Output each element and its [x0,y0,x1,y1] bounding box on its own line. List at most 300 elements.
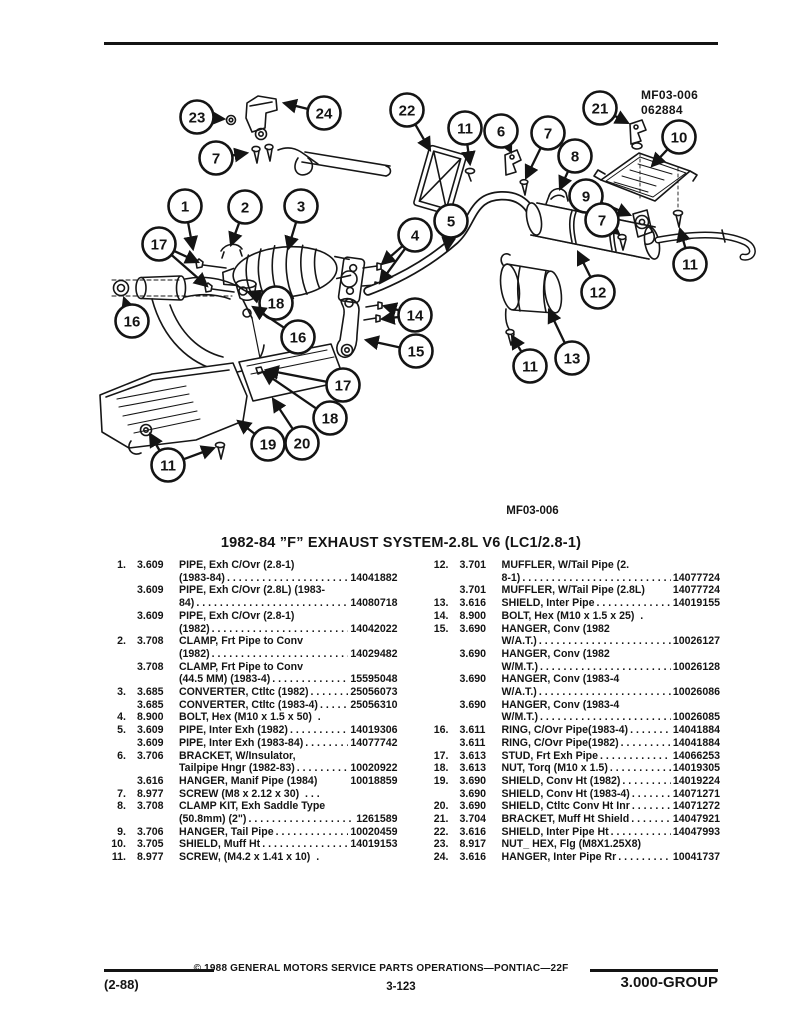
dot-leader [611,826,671,839]
part-name: RING, [501,736,531,749]
description-line: BRACKET, Muff Ht Shield . . . 14047921 [502,813,721,826]
parts-column-right [427,559,721,864]
callout-number: 15 [407,343,425,361]
callout-21 [584,92,629,125]
part-name: SHIELD, [179,838,221,851]
description-line: PIPE, Exh C/Ovr (2.8L) (1983- [179,584,326,597]
group-number: 3.611 [459,724,486,737]
item-number: 19. [433,774,449,787]
part-row [104,559,398,584]
part-name: SHIELD, [501,597,544,610]
group-number: 3.705 [137,838,164,851]
callout-arrow [615,116,628,123]
callout-number: 14 [406,307,424,325]
part-name: MUFFLER, [501,584,556,597]
description-line: (1982) . . . 14029482 [179,648,398,661]
part-number: 14041882 [350,571,398,584]
callout-arrow [231,223,239,245]
callout-arrow [233,153,247,155]
group-number: 3.609 [137,559,164,571]
part-number: 10018859 [350,774,398,787]
dot-leader [540,711,671,724]
dot-leader [320,699,348,712]
item-number: 6. [117,749,126,762]
part-name: BOLT, [179,711,209,724]
item-number: 24. [433,851,449,864]
part-description [502,623,721,648]
callout-number: 7 [597,212,607,230]
part-row [104,826,398,839]
interpipe-sleeve-shield-drawing [498,254,564,345]
description-line: SCREW (M8 x 2.12 x 30) . . . [179,787,320,800]
description-line: MUFFLER, W/Tail Pipe (2.8L) 14077724 [501,584,720,597]
dot-leader [297,762,349,775]
part-name: BOLT, [501,609,532,622]
group-number: 3.613 [459,749,487,762]
part-name: SCREW, [179,851,221,864]
description-line: 84) . . . 14080718 [179,597,398,610]
dot-leader [597,597,671,610]
description-line: CLAMP KIT, Exh Saddle Type [179,800,326,813]
tailpipe-drawing [658,230,752,257]
part-name: CONVERTER, [179,698,249,711]
part-description [179,788,398,801]
callout-10 [652,121,696,167]
callout-arrow [238,421,254,433]
part-row [427,559,721,584]
part-row [427,673,721,698]
description-line: W/M.T.) . . . 10026128 [502,661,721,674]
callout-23 [181,101,225,134]
description-line: W/M.T.) . . . 10026085 [502,711,721,724]
footer-copyright: © 1988 GENERAL MOTORS SERVICE PARTS OPERATIONS—PONTIAC—22F [193,963,569,974]
part-number: 14071271 [672,787,720,800]
callout-6 [485,115,518,153]
callout-number: 8 [570,148,580,166]
group-number: 3.690 [459,673,487,686]
description-line: (1982) . . . 14042022 [179,623,398,636]
item-number: 7. [117,787,126,800]
part-number: 25056073 [350,686,398,699]
description-line: CLAMP, Frt Pipe to Conv [179,635,303,648]
item-number: 17. [433,749,449,762]
dot-leader [196,597,348,610]
group-number: 8.917 [459,838,487,851]
group-number: 3.690 [459,647,487,660]
dot-leader [227,572,348,585]
part-description [502,851,721,864]
callout-arrow [382,317,398,319]
callout-number: 21 [591,100,609,118]
group-number: 3.690 [459,800,487,813]
callout-15 [366,335,433,368]
group-number: 3.613 [459,762,487,775]
part-name: PIPE, [179,559,207,571]
part-number: 14019155 [672,597,720,610]
group-number: 8.900 [459,609,487,622]
part-row [104,800,398,825]
part-name: CLAMP KIT, [179,800,239,813]
description-line: (44.5 MM) (1983-4) . . . 15595048 [179,673,398,686]
part-number: 14066253 [672,749,720,762]
part-description [179,737,398,750]
callout-number: 24 [315,105,333,123]
insulator-bracket-drawing [505,150,528,195]
callout-number: 17 [150,236,168,254]
description-line: HANGER, Conv (1983-4 [501,673,620,686]
description-line: RING, C/Ovr Pipe(1982) . . . 14041884 [502,737,721,750]
description-line: PIPE, Inter Exh (1983-84) . . . 14077742 [179,737,398,750]
drawing-number: MF03-006 [641,88,699,102]
group-number: 8.977 [137,787,164,800]
dot-leader [539,635,671,648]
part-name: BRACKET, [179,749,233,762]
part-description [179,851,398,864]
part-row [427,584,721,597]
callout-number: 18 [267,295,285,313]
part-number: 14071272 [672,800,720,813]
group-number: 3.708 [137,660,164,673]
group-number: 3.690 [459,787,487,800]
group-number: 3.611 [459,736,486,749]
dot-leader [272,673,348,686]
part-description [502,724,721,737]
callout-arrow [184,448,214,459]
description-line: PIPE, Inter Exh (1982) . . . 14019306 [179,724,398,737]
part-row [427,610,721,623]
callout-arrow [467,145,470,164]
part-name: CONVERTER, [179,686,249,699]
callout-number: 9 [581,188,591,206]
part-row [427,699,721,724]
dot-leader [311,686,349,699]
part-description [502,750,721,763]
part-number: 14019153 [350,838,398,851]
item-number: 12. [433,559,449,571]
item-number: 20. [433,800,449,813]
callout-2 [229,191,262,246]
drawing-number-block [641,88,698,118]
group-number: 3.690 [459,698,487,711]
part-description [179,750,398,775]
callout-number: 7 [211,150,221,168]
item-number: 9. [117,825,126,838]
callout-number: 11 [522,358,538,376]
group-number: 3.706 [137,749,164,762]
callout-22 [391,94,431,151]
group-number: 3.690 [459,774,487,787]
callout-number: 23 [188,109,206,127]
part-name: CLAMP, [179,660,219,673]
callout-number: 12 [589,284,607,302]
part-name: HANGER, [501,673,551,686]
part-name: NUT, [501,762,526,775]
part-row [104,686,398,699]
callout-arrow [578,252,590,276]
part-description [179,711,398,724]
saddle-clamp-drawing [546,189,568,204]
callout-arrow [188,223,193,249]
dot-leader [248,813,354,826]
part-row [427,623,721,648]
part-number: 14041884 [672,736,720,749]
parts-list [104,559,720,864]
description-line: SHIELD, Ctltc Conv Ht Inr . . . 14071272 [502,800,721,813]
item-number: 14. [433,609,449,622]
callout-arrow [273,399,292,428]
clamp-drawing [221,244,242,258]
part-row [104,851,398,864]
part-name: SCREW [179,787,219,800]
callout-number: 17 [334,377,352,395]
dot-leader [212,648,349,661]
description-line: W/A.T.) . . . 10026127 [502,635,721,648]
item-number: 21. [433,813,449,826]
group-number: 3.701 [459,559,487,571]
group-number: 3.616 [459,851,487,864]
part-name: HANGER, [179,774,228,787]
callout-19 [238,421,285,461]
part-number: 14042022 [350,622,398,635]
part-number: 14019224 [672,774,720,787]
description-line: CONVERTER, Ctltc (1983-4) . . . 25056310 [179,699,398,712]
part-description [502,788,721,801]
callout-16 [116,298,149,338]
callout-arrow [214,118,224,119]
callout-number: 16 [123,313,141,331]
conv-shield-drawing [100,363,247,459]
part-row [427,826,721,839]
callout-14 [382,299,432,332]
part-number: 14077724 [672,571,720,584]
part-name: PIPE, [179,609,207,622]
group-number: 3.616 [459,825,487,838]
part-number: 25056310 [350,698,398,711]
callout-3 [285,190,318,250]
part-name: HANGER, [501,851,551,864]
callout-number: 11 [682,256,698,274]
part-number: 10026128 [672,660,720,673]
part-row [427,838,721,851]
item-number: 2. [117,635,126,648]
part-number: 14019306 [350,724,398,737]
dot-leader [618,851,671,864]
description-line: 8-1) . . . 14077724 [502,572,721,585]
callout-arrow [384,306,398,310]
item-number: 18. [433,762,449,775]
part-row [427,788,721,801]
callout-number: 6 [496,123,506,141]
part-number: 14077742 [350,736,398,749]
group-number: 3.704 [459,813,487,826]
callout-number: 20 [293,435,311,453]
part-description [502,597,721,610]
part-number: 1261589 [356,813,398,826]
muffler-shield-drawing [594,153,697,201]
part-row [427,851,721,864]
trailing-dots: . . . [299,787,320,800]
part-description [179,686,398,699]
callout-arrow [447,238,449,250]
group-number: 3.706 [137,825,164,838]
callout-number: 4 [410,227,420,245]
dot-leader [630,724,671,737]
part-name: CLAMP, [179,635,219,648]
description-line: SHIELD, Inter Pipe . . . 14019155 [502,597,721,610]
nut-drawing [227,116,236,125]
part-number: 14019305 [672,762,720,775]
part-description [179,800,398,825]
callout-arrow [512,336,521,351]
part-description [179,610,398,635]
group-number: 3.616 [459,597,487,610]
callout-7 [526,117,565,179]
part-description [502,673,721,698]
part-row [427,800,721,813]
part-name: HANGER, [501,698,551,711]
part-row [104,737,398,750]
screws-drawing [252,144,273,163]
part-description [179,699,398,712]
part-number: 14080718 [350,597,398,610]
group-number: 3.616 [137,774,164,787]
group-number: 8.900 [137,711,164,724]
part-description [179,826,398,839]
item-number: 3. [117,686,126,699]
part-number: 10041737 [672,851,720,864]
part-name: SHIELD, [501,787,544,800]
item-number: 11. [111,851,126,864]
callout-24 [284,97,341,130]
part-name: STUD, [501,749,534,762]
part-row [427,737,721,750]
part-description [502,648,721,673]
description-line: SHIELD, Conv Ht (1982) . . . 14019224 [502,775,721,788]
callout-number: 19 [259,436,277,454]
description-line: HANGER, Manif Pipe (1984) 10018859 [179,774,398,787]
shield-bracket-drawing [630,120,646,149]
part-name: SHIELD, [501,800,544,813]
dot-leader [276,826,349,839]
callout-7 [200,142,248,175]
part-description [179,775,398,788]
callout-arrow [288,223,296,249]
group-number: 3.690 [459,622,487,635]
part-number: 14077724 [672,584,720,597]
callout-arrow [526,149,540,178]
dot-leader [522,572,671,585]
item-number: 4. [117,711,126,724]
part-row [427,813,721,826]
parts-column-left [104,559,398,864]
part-row [104,699,398,712]
part-row [104,635,398,660]
part-row [427,775,721,788]
callout-arrow [549,310,564,342]
part-description [502,826,721,839]
description-line: HANGER, Inter Pipe Rr . . . 10041737 [502,851,721,864]
description-line: BOLT, Hex (M10 x 1.5 x 25) . [501,609,644,622]
group-number: 3.609 [137,584,164,597]
flange-and-bolts-drawing [338,257,381,303]
part-number: 14047993 [672,825,720,838]
part-description [502,762,721,775]
description-line: NUT, Torq (M10 x 1.5) . . . 14019305 [502,762,721,775]
part-description [502,610,721,623]
description-line: HANGER, Conv (1982 [501,647,610,660]
description-line: (1983-84) . . . 14041882 [179,572,398,585]
part-number: 14041884 [672,724,720,737]
callout-number: 16 [289,329,307,347]
description-line: Tailpipe Hngr (1982-83) . . . 10020922 [179,762,398,775]
item-number: 10. [111,838,126,851]
part-row [427,648,721,673]
description-line: CLAMP, Frt Pipe to Conv [179,660,303,673]
dot-leader [212,623,349,636]
callout-number: 11 [160,457,176,475]
description-line: NUT_ HEX, Flg (M8X1.25X8) [501,838,642,851]
description-line: PIPE, Exh C/Ovr (2.8-1) [179,609,295,622]
callout-number: 11 [457,120,473,138]
description-line: SHIELD, Inter Pipe Ht . . . 14047993 [502,826,721,839]
part-number: 15595048 [350,673,398,686]
item-number: 16. [433,724,449,737]
description-line: BRACKET, W/Insulator, [179,749,296,762]
group-number: 3.708 [137,635,164,648]
drawing-date-code: 062884 [641,103,683,117]
part-name: MUFFLER, [501,559,556,571]
callout-13 [549,310,589,375]
item-number: 5. [117,724,126,737]
dot-leader [305,737,348,750]
callout-number: 7 [543,125,553,143]
description-line: HANGER, Conv (1983-4 [501,698,620,711]
part-description [179,724,398,737]
part-name: HANGER, [179,825,228,838]
trailing-dots: . [311,711,321,724]
callout-7 [586,204,620,237]
callout-number: 13 [563,350,581,368]
callout-number: 2 [240,199,250,217]
part-name: BRACKET, [501,813,556,826]
item-number: 15. [433,622,449,635]
description-line: SHIELD, Muff Ht . . . 14019153 [179,838,398,851]
trailing-dots: . [310,851,320,864]
part-description [179,661,398,686]
page-title: 1982-84 ”F” EXHAUST SYSTEM-2.8L V6 (LC1/2.8-1) [220,535,582,551]
callout-arrow [284,103,307,109]
shield-clip-drawing [466,168,475,181]
callout-arrow [509,147,511,152]
part-description [502,737,721,750]
figure-code: MF03-006 [506,505,559,517]
callout-number: 18 [321,410,339,428]
description-line: HANGER, Conv (1982 [501,622,610,635]
part-name: HANGER, [501,622,551,635]
dot-leader [631,813,671,826]
dot-leader [621,737,671,750]
part-number: 10020459 [350,825,398,838]
description-line: BOLT, Hex (M10 x 1.5 x 50) . [179,711,321,724]
part-description [179,584,398,609]
group-number: 3.708 [137,800,164,813]
studs-drawing [196,259,234,292]
interpipe-hanger-drawing [246,96,277,140]
callout-number: 3 [296,198,306,216]
footer-group: 3.000-GROUP [620,974,718,991]
part-number: 14047921 [672,813,720,826]
callout-arrow [366,340,399,347]
